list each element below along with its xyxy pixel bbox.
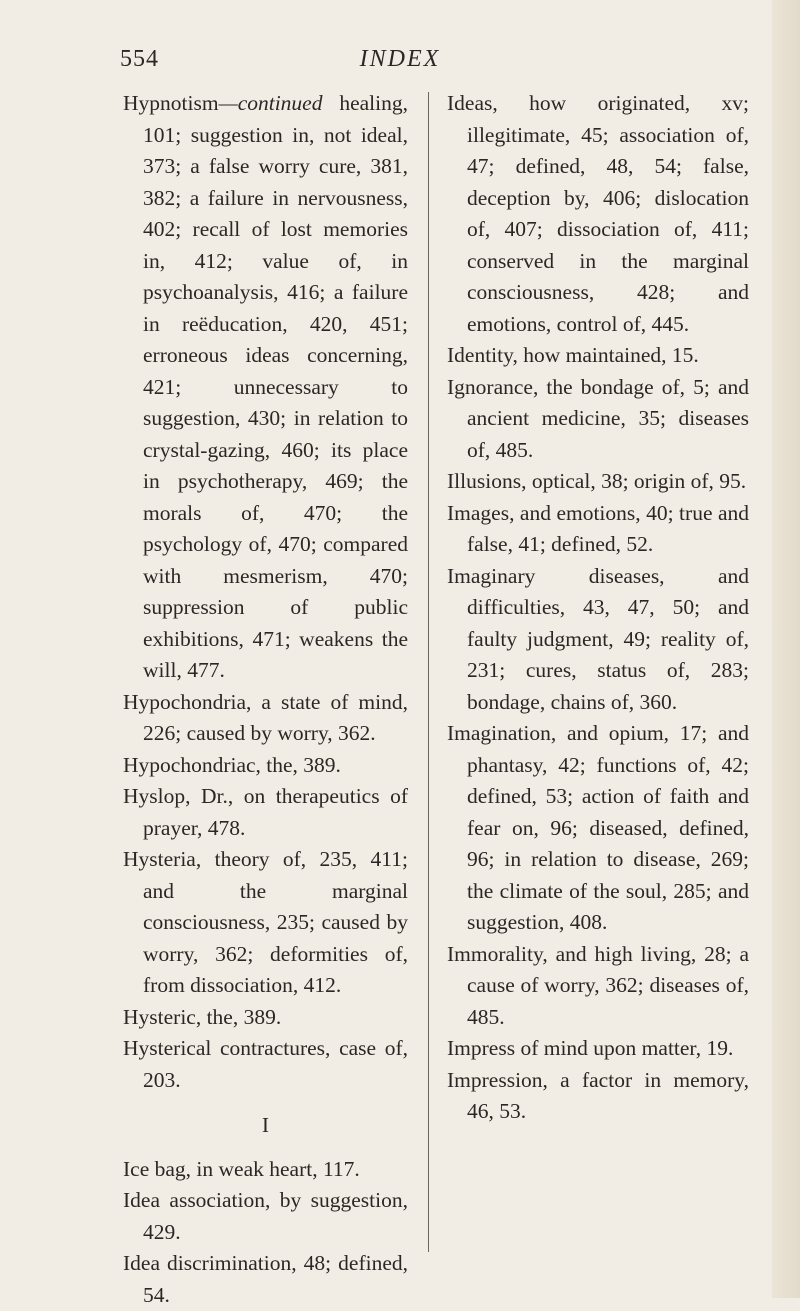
index-entry: Hysterical contractures, case of, 203. — [123, 1036, 408, 1092]
index-entry: Ice bag, in weak heart, 117. — [123, 1156, 360, 1181]
index-column-left — [123, 88, 408, 1311]
section-letter: I — [261, 1113, 270, 1137]
index-entry: Idea discrimination, 48; defined, 54. — [123, 1251, 408, 1307]
index-entry: Identity, how maintained, 15. — [447, 343, 699, 367]
index-entry: Images, and emotions, 40; true and false, 41; defined, 52. — [447, 500, 749, 556]
index-entry: Impress of mind upon matter, 19. — [447, 1036, 734, 1060]
index-entry: Ideas, how originated, xv; illegitimate, 45; association of, 47; defined, 48, 54; false, deception by, 406; dislocation of, 407; dissociation of, 411; conserved in the marginal consciousness, 428; and emotions, control of, 445. — [447, 91, 749, 336]
index-column-right — [447, 88, 749, 1128]
index-entry: Imaginary diseases, and difficulties, 43, 47, 50; and faulty judgment, 49; reality of, 231; cures, status of, 283; bondage, chains of, 360. — [447, 563, 749, 714]
page-number: 554 — [120, 46, 159, 72]
entry-continued-label: —continued — [218, 91, 323, 115]
column-divider — [428, 92, 429, 1252]
index-entry: Impression, a factor in memory, 46, 53. — [447, 1067, 749, 1123]
index-entry: Ignorance, the bondage of, 5; and ancient medicine, 35; diseases of, 485. — [447, 374, 749, 462]
index-entry: Imagination, and opium, 17; and phantasy, 42; functions of, 42; defined, 53; action of faith and fear on, 96; diseased, defined, 96; in relation to disease, 269; the climate of the soul, 285; and suggestion, 408. — [447, 721, 749, 934]
index-entry: Hysteria, theory of, 235, 411; and the marginal consciousness, 235; caused by worry, 362; deformities of, from dissociation, 412. — [123, 847, 408, 997]
index-entry: Immorality, and high living, 28; a cause of worry, 362; diseases of, 485. — [447, 941, 749, 1029]
page-edge — [772, 0, 800, 1298]
index-entry: Idea association, by suggestion, 429. — [123, 1188, 408, 1244]
running-head-title: INDEX — [359, 46, 441, 72]
index-entry: Hysteric, the, 389. — [123, 1004, 282, 1029]
entry-text: healing, 101; suggestion in, not ideal, 373; a false worry cure, 381, 382; a failure in nervousness, 402; recall of lost memories in, 412; value of, in psychoanalysis, 416; a failure in reëducation, 420, 451; erroneous ideas concerning, 421; unnecessary to suggestion, 430; in relation to crystal-gazing, 460; its place in psychotherapy, 469; the morals of, 470; the psychology of, 470; compared with mesmerism, 470; suppression of public exhibitions, 471; weakens the will, 477. — [143, 91, 408, 682]
index-entry: Hypochondriac, the, 389. — [123, 752, 341, 777]
entry-head: Hypnotism — [123, 91, 219, 115]
index-entry: Hypochondria, a state of mind, 226; caused by worry, 362. — [123, 689, 408, 745]
page-header — [0, 40, 800, 80]
index-entry: Hyslop, Dr., on therapeutics of prayer, 478. — [123, 784, 408, 840]
index-entry: Illusions, optical, 38; origin of, 95. — [447, 469, 747, 493]
index-entry — [123, 88, 408, 687]
